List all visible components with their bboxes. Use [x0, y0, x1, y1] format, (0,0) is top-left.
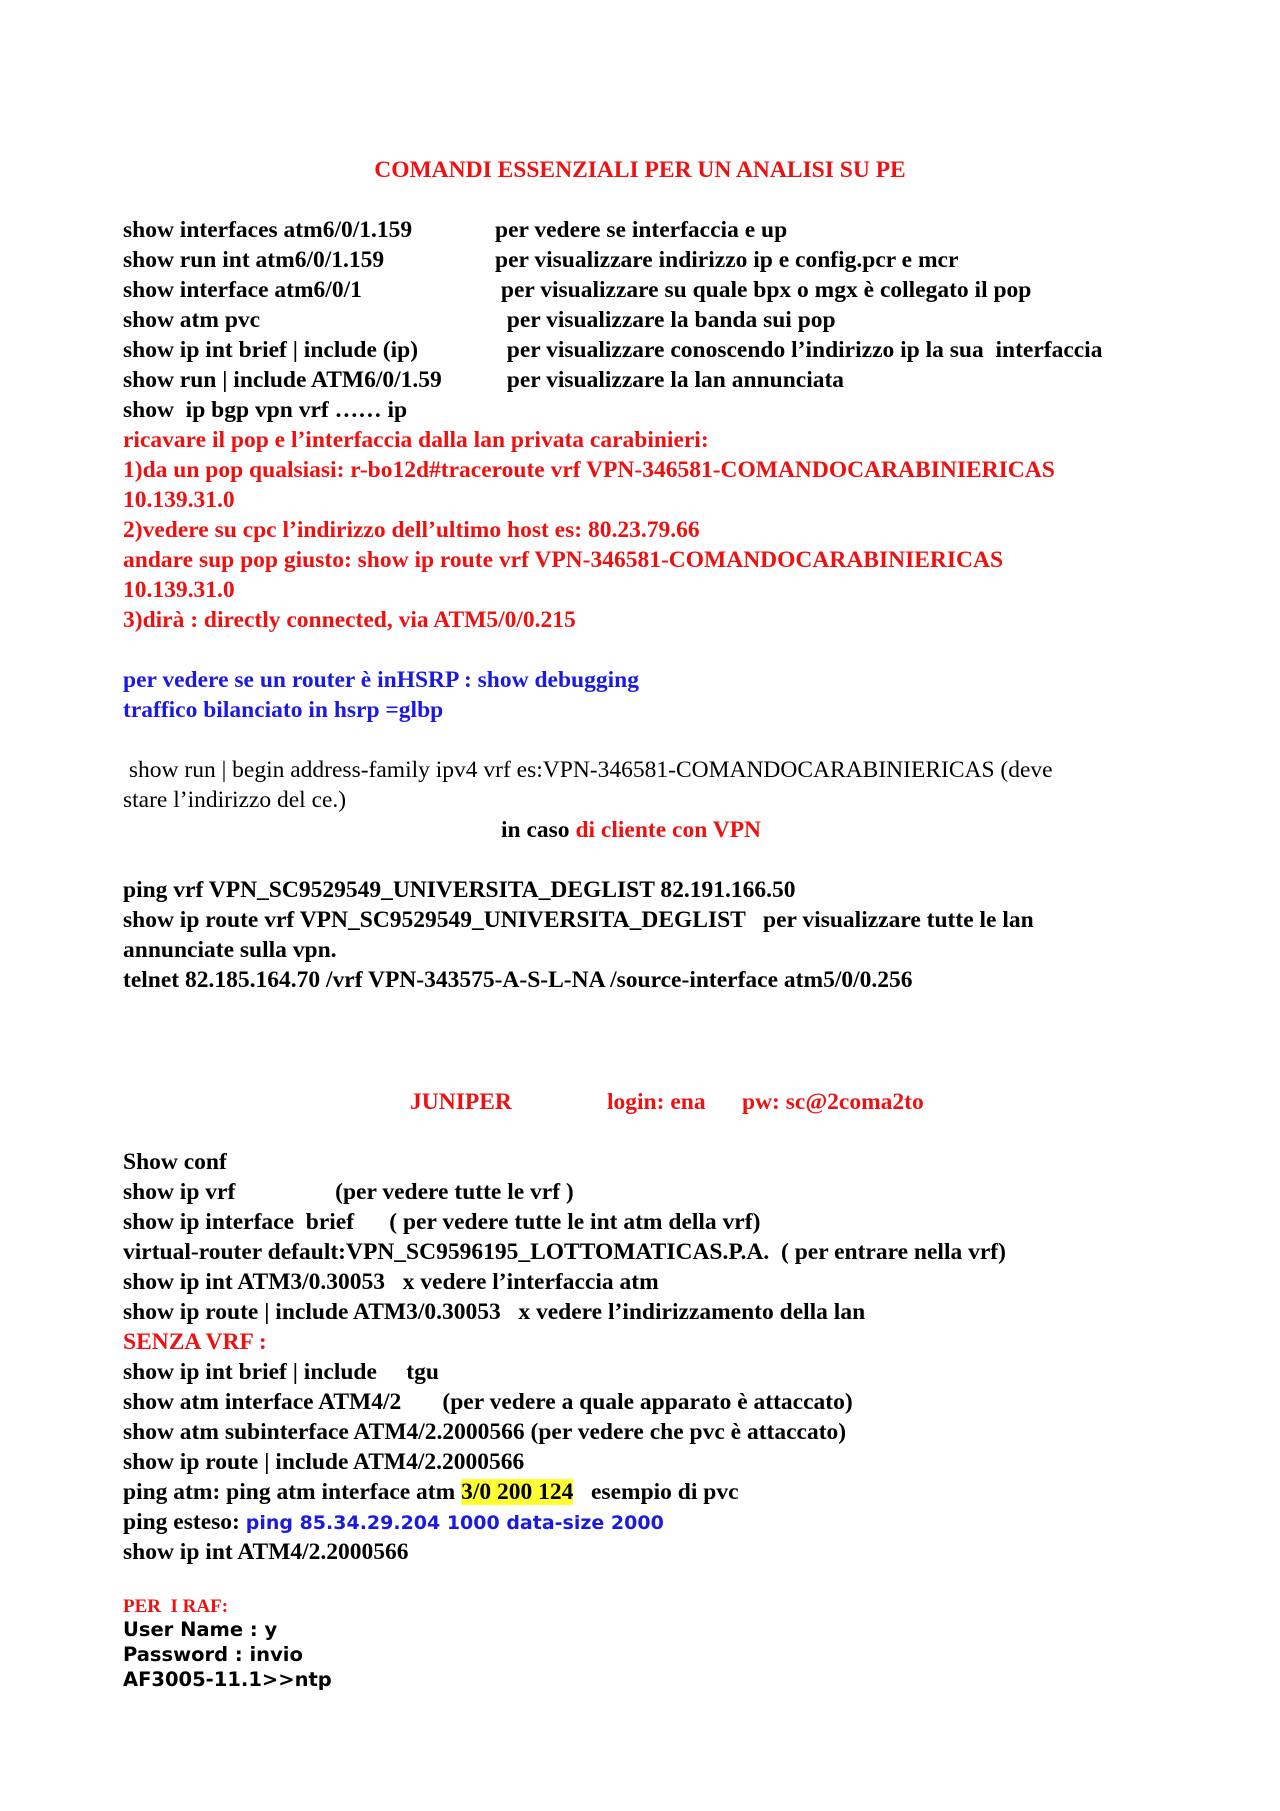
address-family-line: stare l’indirizzo del ce.) [123, 787, 347, 813]
procedure-line: 10.139.31.0 [123, 577, 235, 603]
vpn-command: show ip route vrf VPN_SC9529549_UNIVERSITA_DEGLIST per visualizzare tutte le lan [123, 907, 1034, 933]
command-row: show interfaces atm6/0/1.159 per vedere se interfaccia e up [123, 217, 788, 243]
raf-heading: PER I RAF: [123, 1596, 229, 1617]
command-row: show interface atm6/0/1 per visualizzare su quale bpx o mgx è collegato il pop [123, 277, 1032, 303]
juniper-command: show atm interface ATM4/2 (per vedere a quale apparato è attaccato) [123, 1389, 853, 1415]
raf-line: AF3005-11.1>>ntp [123, 1668, 332, 1691]
juniper-command: show ip int ATM4/2.2000566 [123, 1539, 409, 1565]
juniper-command: show ip int brief | include tgu [123, 1359, 439, 1385]
juniper-password: pw: sc@2coma2to [742, 1089, 924, 1115]
procedure-line: ricavare il pop e l’interfaccia dalla lan privata carabinieri: [123, 427, 709, 453]
ping-esteso-line: ping esteso: ping 85.34.29.204 1000 data-size 2000 [123, 1509, 664, 1535]
juniper-command: virtual-router default:VPN_SC9596195_LOTTOMATICAS.P.A. ( per entrare nella vrf) [123, 1239, 1006, 1265]
vpn-command: annunciate sulla vpn. [123, 937, 337, 963]
juniper-title: JUNIPER [410, 1089, 512, 1115]
juniper-command: show ip interface brief ( per vedere tutte le int atm della vrf) [123, 1209, 761, 1235]
juniper-command: show ip vrf (per vedere tutte le vrf ) [123, 1179, 574, 1205]
raf-line: User Name : y [123, 1618, 278, 1641]
procedure-line: 3)dirà : directly connected, via ATM5/0/0.215 [123, 607, 576, 633]
hsrp-note: per vedere se un router è inHSRP : show debugging [123, 667, 639, 693]
command-row: show run int atm6/0/1.159 per visualizzare indirizzo ip e config.pcr e mcr [123, 247, 959, 273]
command-row: show run | include ATM6/0/1.59 per visualizzare la lan annunciata [123, 367, 845, 393]
senza-vrf-heading: SENZA VRF : [123, 1329, 267, 1355]
pvc-highlight: 3/0 200 124 [461, 1479, 574, 1505]
juniper-login: login: ena [607, 1089, 706, 1115]
raf-line: Password : invio [123, 1643, 303, 1666]
vpn-header: in caso di cliente con VPN [501, 817, 762, 843]
procedure-line: 10.139.31.0 [123, 487, 235, 513]
bgp-command: show ip bgp vpn vrf …… ip [123, 397, 408, 423]
procedure-line: 2)vedere su cpc l’indirizzo dell’ultimo host es: 80.23.79.66 [123, 517, 700, 543]
glbp-note: traffico bilanciato in hsrp =glbp [123, 697, 444, 723]
procedure-line: 1)da un pop qualsiasi: r-bo12d#traceroute vrf VPN-346581-COMANDOCARABINIERICAS [123, 457, 1055, 483]
procedure-line: andare sup pop giusto: show ip route vrf VPN-346581-COMANDOCARABINIERICAS [123, 547, 1004, 573]
juniper-command: show ip int ATM3/0.30053 x vedere l’interfaccia atm [123, 1269, 659, 1295]
vpn-command: ping vrf VPN_SC9529549_UNIVERSITA_DEGLIST 82.191.166.50 [123, 877, 796, 903]
section-title: COMANDI ESSENZIALI PER UN ANALISI SU PE [374, 157, 906, 183]
vpn-command: telnet 82.185.164.70 /vrf VPN-343575-A-S-L-NA /source-interface atm5/0/0.256 [123, 967, 913, 993]
address-family-line: show run | begin address-family ipv4 vrf es:VPN-346581-COMANDOCARABINIERICAS (deve [123, 757, 1053, 783]
ping-atm-line: ping atm: ping atm interface atm 3/0 200 124 esempio di pvc [123, 1479, 739, 1505]
juniper-command: show atm subinterface ATM4/2.2000566 (per vedere che pvc è attaccato) [123, 1419, 847, 1445]
juniper-command: show ip route | include ATM4/2.2000566 [123, 1449, 525, 1475]
command-row: show atm pvc per visualizzare la banda sui pop [123, 307, 836, 333]
juniper-command: show ip route | include ATM3/0.30053 x vedere l’indirizzamento della lan [123, 1299, 866, 1325]
juniper-command: Show conf [123, 1149, 227, 1175]
command-row: show ip int brief | include (ip) per visualizzare conoscendo l’indirizzo ip la sua interfaccia [123, 337, 1103, 363]
